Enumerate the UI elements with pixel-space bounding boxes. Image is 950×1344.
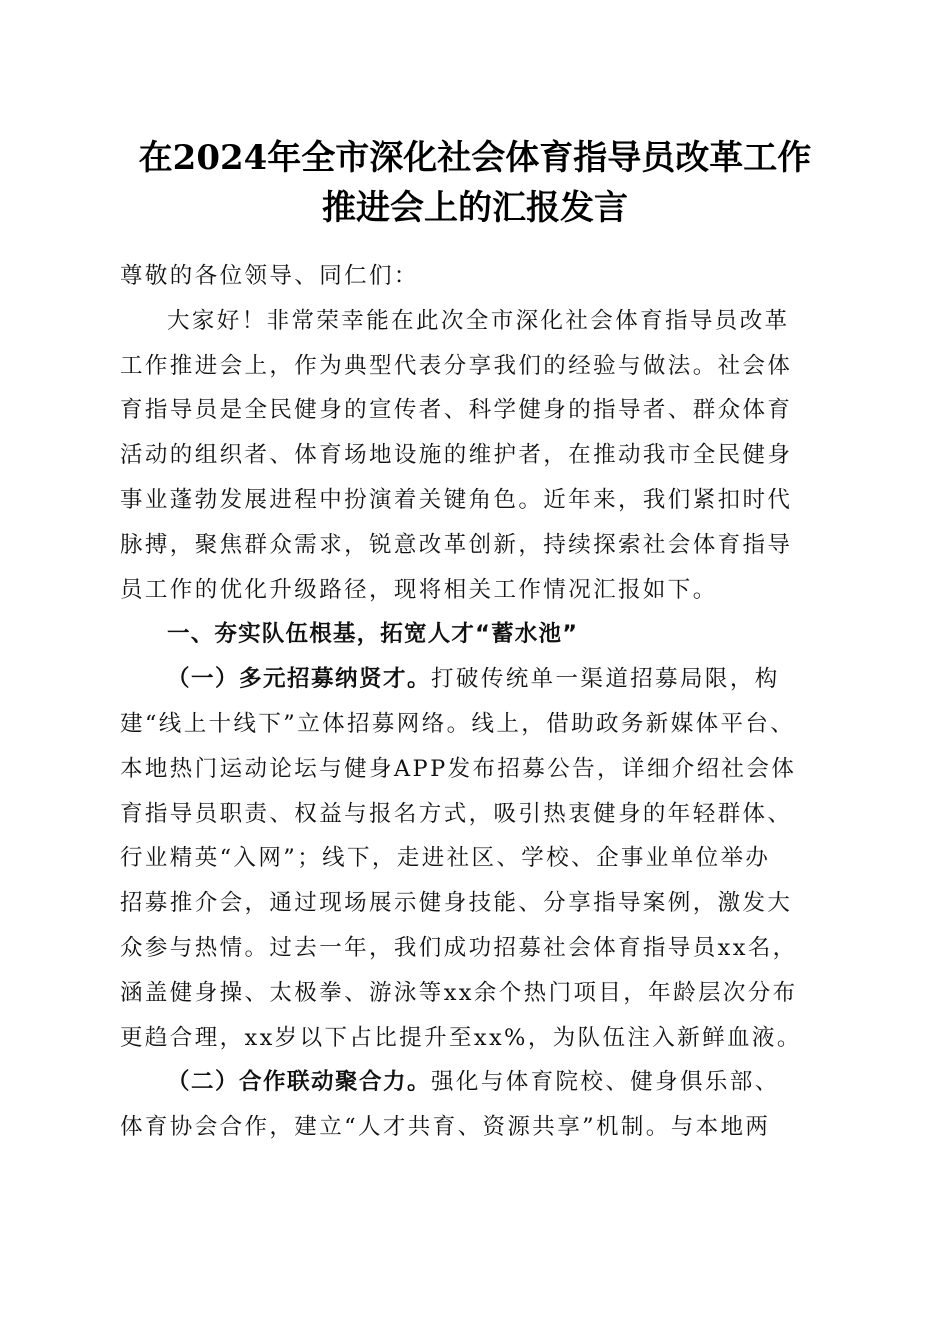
paragraph-line: 招募推介会，通过现场展示健身技能、分享指导案例，激发大 [120,890,793,917]
paragraph-text: 强化与体育院校、健身俱乐部、 [431,1069,780,1096]
title-line-1: 在2024年全市深化社会体育指导员改革工作 [138,138,812,178]
salutation: 尊敬的各位领导、同仁们： [120,263,419,289]
paragraph-line: 行业精英“入网”；线下，走进社区、学校、企事业单位举办 [120,845,771,872]
paragraph-line: 众参与热情。过去一年，我们成功招募社会体育指导员xx名， [120,934,798,961]
paragraph-line: 体育协会合作，建立“人才共育、资源共享”机制。与本地两 [120,1114,771,1141]
paragraph-line: 建“线上十线下”立体招募网络。线上，借助政务新媒体平台、 [120,710,796,737]
paragraph-line: 工作推进会上，作为典型代表分享我们的经验与做法。社会体 [120,352,793,379]
section-heading: 一、夯实队伍根基，拓宽人才“蓄水池” [167,621,579,648]
subsection-1 [120,657,832,1060]
paragraph-line: 涵盖健身操、太极拳、游泳等xx余个热门项目，年龄层次分布 [120,979,798,1006]
title-line-2: 推进会上的汇报发言 [322,188,628,228]
document-title [0,133,950,233]
paragraph-line: 活动的组织者、体育场地设施的维护者，在推动我市全民健身 [120,442,793,469]
document-body [120,254,832,1150]
paragraph-line [120,657,832,702]
paragraph-line: 员工作的优化升级路径，现将相关工作情况汇报如下。 [120,576,718,603]
paragraph-line: 更趋合理，xx岁以下占比提升至xx%，为队伍注入新鲜血液。 [120,1024,802,1051]
subsection-heading: （一）多元招募纳贤才。 [167,666,432,693]
paragraph-line: 育指导员是全民健身的宣传者、科学健身的指导者、群众体育 [120,397,793,424]
paragraph-line: 育指导员职责、权益与报名方式，吸引热衷健身的年轻群体、 [120,800,793,827]
subsection-2 [120,1060,832,1150]
paragraph-line: 本地热门运动论坛与健身APP发布招募公告，详细介绍社会体 [120,755,797,782]
paragraph-line: 脉搏，聚焦群众需求，锐意改革创新，持续探索社会体育指导 [120,531,793,558]
intro-paragraph [120,299,832,613]
paragraph-line [120,1060,832,1105]
subsection-heading: （二）合作联动聚合力。 [167,1069,432,1096]
paragraph-line: 大家好！非常荣幸能在此次全市深化社会体育指导员改革 [167,307,790,334]
paragraph-text: 打破传统单一渠道招募局限，构 [431,666,780,693]
paragraph-line: 事业蓬勃发展进程中扮演着关键角色。近年来，我们紧扣时代 [120,486,793,513]
